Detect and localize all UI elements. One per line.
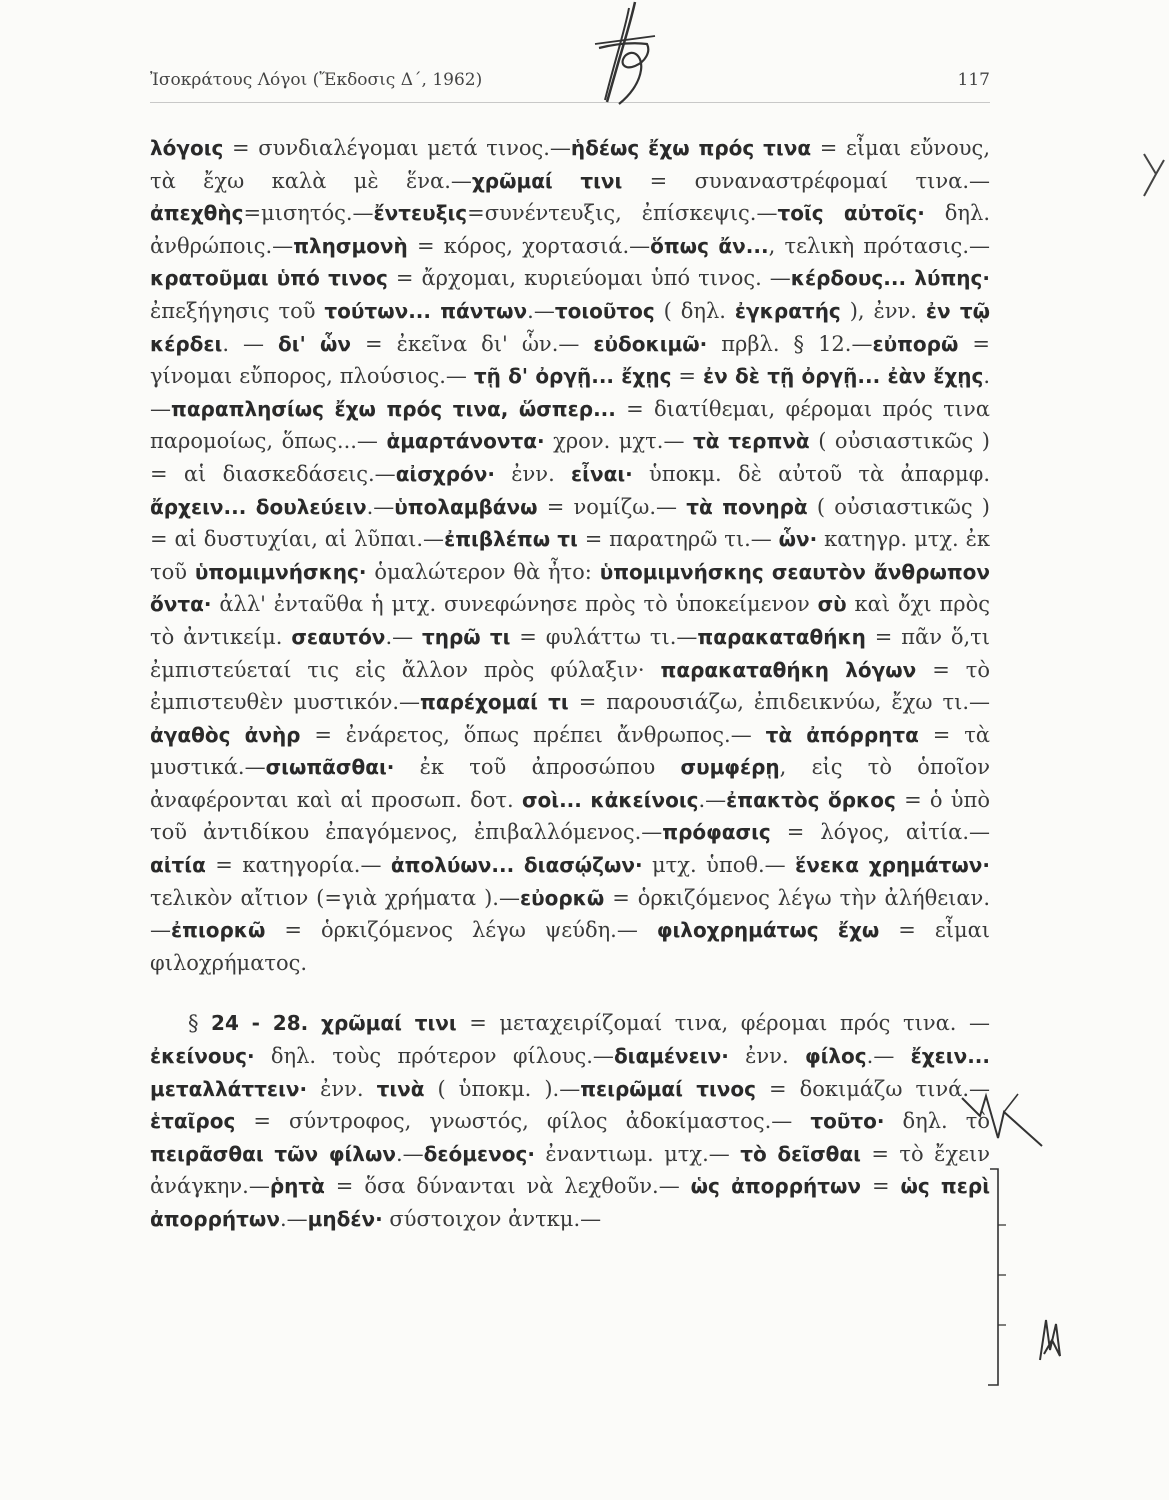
gloss-text: μτχ. ὑποθ.— — [642, 853, 796, 878]
gloss-text: ( οὐσιαστικῶς ) = αἱ δυστυχίαι, αἱ λῦπαι.— — [150, 494, 990, 552]
lemma-term: ῥητὰ — [269, 1174, 325, 1199]
gloss-text: = γίνομαι εὔπορος, πλούσιος.— — [150, 331, 990, 389]
lemma-term: φίλος — [804, 1044, 867, 1069]
gloss-text: ( ὑποκμ. ).— — [424, 1076, 581, 1101]
lemma-term: εὐδοκιμῶ· — [593, 331, 708, 356]
lemma-term: τὸ δεῖσθαι — [740, 1141, 861, 1166]
lemma-term: ἐπιβλέπω τι — [444, 527, 578, 552]
lemma-term: ἔχειν... μεταλλάττειν· — [150, 1044, 990, 1101]
header-rule — [150, 102, 990, 103]
gloss-text: .— — [150, 364, 991, 421]
gloss-text: = εἶμαι εὔνους, τὰ ἔχω καλὰ μὲ ἕνα.— — [150, 136, 990, 193]
commentary-text — [150, 132, 990, 1236]
running-header — [150, 66, 990, 100]
lemma-term: ἕνεκα χρημάτων· — [795, 853, 990, 878]
gloss-text: = σύντροφος, γνωστός, φίλος ἀδοκίμαστος.— — [235, 1109, 811, 1134]
lemma-term: τινὰ — [376, 1076, 425, 1101]
gloss-text: ὑποκμ. δὲ αὐτοῦ τὰ ἀπαρμφ. — [632, 461, 991, 486]
lemma-term: παραπλησίως ἔχω πρός τινα, ὥσπερ... — [171, 396, 616, 421]
lemma-term: ἀγαθὸς ἀνὴρ — [150, 722, 301, 747]
lemma-term: σιωπᾶσθαι· — [265, 755, 395, 780]
gloss-text: χρον. μχτ.— — [544, 429, 693, 454]
gloss-text: = παρουσιάζω, ἐπιδεικνύω, ἔχω τι.— — [568, 690, 991, 715]
gloss-text: = τὰ μυστικά.— — [150, 722, 990, 780]
gloss-text: .— — [395, 1141, 424, 1166]
lemma-term: πειρᾶσθαι τῶν φίλων — [150, 1141, 396, 1166]
lemma-term: ὡς περὶ ἀπορρήτων — [150, 1174, 990, 1231]
lemma-term: αἰτία — [150, 853, 206, 878]
gloss-text: δηλ. τὸ — [884, 1109, 991, 1134]
paragraph-notes-1 — [150, 132, 990, 979]
lemma-term: ἐγκρατής — [734, 298, 841, 323]
gloss-text: =συνέντευξις, ἐπίσκεψις.— — [467, 201, 778, 226]
gloss-text: ), ἐνν. — [840, 298, 926, 323]
gloss-text: πρβλ. § 12.— — [707, 331, 873, 356]
gloss-text: = — [861, 1174, 901, 1199]
lemma-term: ὡς ἀπορρήτων — [690, 1174, 862, 1199]
gloss-text: = ἐκεῖνα δι' ὧν.— — [351, 331, 594, 356]
gloss-text: =μισητός.— — [243, 201, 374, 226]
gloss-text: δηλ. τοὺς πρότερον φίλους.— — [254, 1044, 614, 1069]
gloss-text: = ἄρχομαι, κυριεύομαι ὑπό τινος. — — [387, 266, 791, 291]
lemma-term: τοῖς αὐτοῖς· — [777, 201, 925, 226]
lemma-term: ἐπιορκῶ — [171, 918, 266, 943]
gloss-text: = ὁ ὑπὸ τοῦ ἀντιδίκου ἐπαγόμενος, ἐπιβαλλόμενος.— — [150, 787, 990, 845]
lemma-term: ὑπομιμνήσκης σεαυτὸν ἄνθρωπον ὄντα· — [150, 559, 991, 617]
lemma-term: ἔντευξις — [373, 201, 468, 226]
gloss-text: = ὁρκιζόμενος λέγω τὴν ἀλήθειαν.— — [150, 885, 991, 943]
gloss-text: = κατηγορία.— — [205, 853, 391, 878]
book-title: Ἰσοκράτους Λόγοι (Ἔκδοσις Δ΄, 1962) — [150, 70, 483, 90]
gloss-text: = φυλάττω τι.— — [510, 624, 698, 649]
gloss-text: κατηγρ. μτχ. ἐκ τοῦ — [150, 527, 990, 584]
lemma-term: τὰ πονηρὰ — [686, 494, 808, 519]
lemma-term: παρακαταθήκη — [697, 624, 866, 649]
lemma-term: κρατοῦμαι ὑπό τινος — [150, 266, 388, 291]
lemma-term: πειρῶμαί τινος — [580, 1076, 756, 1101]
gloss-text: , εἰς τὸ ὁποῖον ἀναφέρονται καὶ αἱ προσωπ. δοτ. — [150, 755, 990, 812]
lemma-term: ἀπεχθὴς — [150, 201, 244, 226]
lemma-term: 24 - 28. χρῶμαί τινι — [211, 1011, 457, 1036]
gloss-text: = διατίθεμαι, φέρομαι πρός τινα παρομοίως, ὅπως...— — [150, 396, 990, 454]
gloss-text: = τὸ ἔχειν ἀνάγκην.— — [150, 1141, 990, 1199]
lemma-term: ἐπακτὸς ὅρκος — [726, 787, 896, 812]
paragraph-notes-24-28 — [150, 1007, 990, 1235]
gloss-text: ἐνν. — [307, 1076, 377, 1101]
lemma-term: φιλοχρημάτως ἔχω — [656, 918, 880, 943]
lemma-term: ἁμαρτάνοντα· — [386, 429, 545, 454]
gloss-text: δηλ. ἀνθρώποις.— — [150, 201, 990, 258]
lemma-term: ἡδέως ἔχω πρός τινα — [570, 136, 812, 160]
gloss-text: ( δηλ. — [654, 298, 735, 323]
lemma-term: τῇ δ' ὀργῇ... ἔχῃς — [473, 364, 672, 389]
lemma-term: τοιοῦτος — [554, 298, 655, 323]
lemma-term: ἀπολύων... διασῴζων· — [390, 853, 643, 878]
gloss-text: = τὸ ἐμπιστευθὲν μυστικόν.— — [150, 657, 991, 715]
gloss-text: ( οὐσιαστικῶς ) = αἱ διασκεδάσεις.— — [150, 429, 990, 486]
lemma-term: ἄρχειν... δουλεύειν — [150, 494, 367, 519]
gloss-text: . — — [222, 331, 279, 356]
lemma-term: δι' ὧν — [278, 331, 352, 356]
lemma-term: σοὶ... κἀκείνοις — [521, 787, 699, 812]
handwritten-signature — [585, 0, 665, 106]
pencil-check-mark — [958, 1088, 1048, 1158]
gloss-text: ἐναντιωμ. μτχ.— — [534, 1141, 741, 1166]
lemma-term: τὰ ἀπόρρητα — [765, 722, 919, 747]
gloss-text: ὁμαλώτερον θὰ ἦτο: — [366, 559, 600, 584]
lemma-term: διαμένειν· — [613, 1044, 729, 1069]
gloss-text: = παρατηρῶ τι.— — [577, 527, 779, 552]
lemma-term: συμφέρῃ — [680, 755, 780, 780]
margin-corner-mark — [1140, 150, 1166, 200]
gloss-text: .— — [866, 1044, 911, 1069]
gloss-text: = κόρος, χορτασιά.— — [407, 233, 651, 258]
gloss-text: ἀλλ' ἐνταῦθα ἡ μτχ. συνεφώνησε πρὸς τὸ ὑποκείμενον — [211, 592, 818, 617]
gloss-text: .— — [527, 298, 555, 323]
lemma-term: τούτων... πάντων — [324, 298, 528, 323]
lemma-term: ἐν δὲ τῇ ὀργῇ... ἐὰν ἔχῃς — [703, 364, 984, 389]
gloss-text: = μεταχειρίζομαί τινα, φέρομαι πρός τινα. — — [456, 1011, 990, 1036]
lemma-term: εἶναι· — [571, 461, 633, 486]
lemma-term: σεαυτόν — [291, 624, 386, 649]
lemma-term: τηρῶ τι — [421, 624, 511, 649]
lemma-term: κέρδους... λύπης· — [790, 266, 991, 291]
gloss-text: = — [671, 364, 704, 389]
gloss-text: = πᾶν ὅ,τι ἐμπιστεύεταί τις εἰς ἄλλον πρὸς φύλαξιν· — [150, 624, 990, 682]
gloss-text: = ὅσα δύνανται νὰ λεχθοῦν.— — [324, 1174, 691, 1199]
gloss-text: .— — [698, 787, 727, 812]
gloss-text: = ἐνάρετος, ὅπως πρέπει ἄνθρωπος.— — [300, 722, 766, 747]
gloss-text: .— — [279, 1207, 308, 1231]
gloss-text: = νομίζω.— — [537, 494, 687, 519]
lemma-term: ὑπομιμνήσκης· — [194, 559, 367, 584]
gloss-text: = ὁρκιζόμενος λέγω ψεύδη.— — [265, 918, 657, 943]
gloss-text: ἐνν. — [494, 461, 572, 486]
lemma-term: ὑπολαμβάνω — [394, 494, 538, 519]
lemma-term: δεόμενος· — [423, 1141, 535, 1166]
gloss-text: ἐπεξήγησις τοῦ — [150, 298, 325, 323]
gloss-text: = εἶμαι φιλοχρήματος. — [150, 918, 991, 975]
gloss-text: ἐνν. — [728, 1044, 805, 1069]
lemma-term: μηδέν· — [307, 1207, 383, 1231]
page-number: 117 — [957, 70, 990, 90]
margin-bracket-mark — [984, 1165, 1014, 1390]
lemma-term: σὺ — [817, 592, 847, 617]
gloss-text: σύστοιχον ἀντκμ.— — [382, 1207, 602, 1231]
lemma-term: αἰσχρόν· — [395, 461, 495, 486]
gloss-text: § — [188, 1011, 212, 1036]
lemma-term: ὧν· — [778, 527, 818, 552]
gloss-text: .— — [385, 624, 422, 649]
lemma-term: ἐκείνους· — [150, 1044, 255, 1069]
lemma-term: τὰ τερπνὰ — [692, 429, 810, 454]
lemma-term: χρῶμαί τινι — [471, 168, 623, 193]
lemma-term: παρακαταθήκη λόγων — [660, 657, 917, 682]
gloss-text: , τελικὴ πρότασις.— — [768, 233, 990, 258]
gloss-text: = δοκιμάζω τινά.— — [755, 1076, 991, 1101]
gloss-text: = συναναστρέφομαί τινα.— — [622, 168, 990, 193]
gloss-text: = λόγος, αἰτία.— — [770, 820, 991, 845]
lemma-term: εὐορκῶ — [519, 885, 605, 910]
gloss-text: ἐκ τοῦ ἀπροσώπου — [394, 755, 681, 780]
lemma-term: πρόφασις — [662, 820, 771, 845]
lemma-term: λόγοις — [150, 136, 224, 160]
lemma-term: τοῦτο· — [810, 1109, 885, 1134]
gloss-text: = συνδιαλέγομαι μετά τινος.— — [223, 136, 571, 160]
lemma-term: παρέχομαί τι — [420, 690, 569, 715]
lemma-term: πλησμονὴ — [293, 233, 408, 258]
gloss-text: καὶ ὄχι πρὸς τὸ ἀντικείμ. — [150, 592, 990, 649]
lemma-term: ὅπως ἄν... — [650, 233, 769, 258]
lemma-term: εὐπορῶ — [872, 331, 959, 356]
lemma-term: ἐν τῷ κέρδει — [150, 298, 990, 356]
gloss-text: τελικὸν αἴτιον (=γιὰ χρήματα ).— — [150, 885, 520, 910]
lemma-term: ἑταῖρος — [150, 1109, 236, 1134]
margin-scribble-mark — [1030, 1310, 1070, 1370]
gloss-text: .— — [366, 494, 395, 519]
